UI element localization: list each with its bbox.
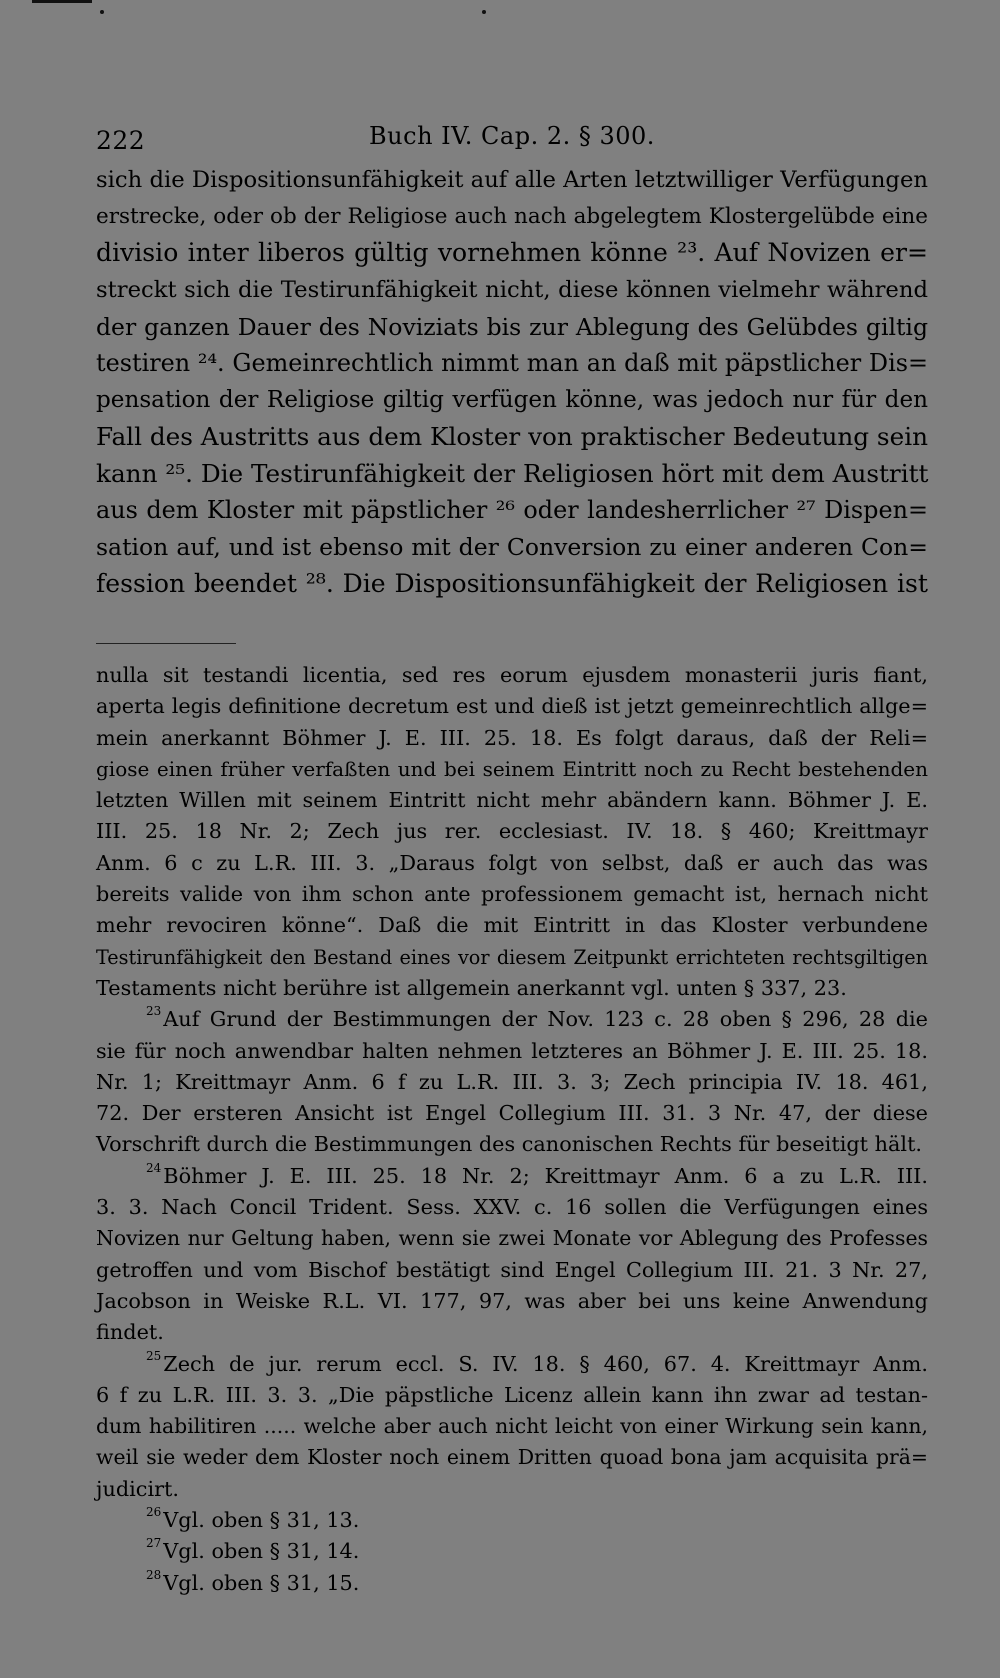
footnote-line: 72. Der ersteren Ansicht ist Engel Collegium III. 31. 3 Nr. 47, der diese [96, 1101, 928, 1126]
footnote-text: Vgl. oben § 31, 13. [163, 1508, 360, 1533]
footnote-line: Novizen nur Geltung haben, wenn sie zwei Monate vor Ablegung des Professes [96, 1226, 928, 1251]
scan-mark-dot [100, 10, 104, 14]
footnote-text: Auf Grund der Bestimmungen der Nov. 123 c. 28 oben § 296, 28 die [163, 1007, 928, 1032]
footnote-line: judicirt. [96, 1476, 180, 1501]
text-line: streckt sich die Testirunfähigkeit nicht, diese können vielmehr während [96, 277, 928, 304]
footnote-25 [96, 1349, 928, 1380]
running-title: Buch IV. Cap. 2. § 300. [369, 122, 655, 150]
page-header [96, 118, 928, 158]
footnote-line: dum habilitiren ..... welche aber auch nicht leicht von einer Wirkung sein kann, [96, 1414, 928, 1439]
footnote-line: Vorschrift durch die Bestimmungen des canonischen Rechts für beseitigt hält. [96, 1132, 923, 1157]
text-line: Fall des Austritts aus dem Kloster von praktischer Bedeutung sein [96, 421, 928, 451]
footnote-line: 3. 3. Nach Concil Trident. Sess. XXV. c. 16 sollen die Verfügungen eines [96, 1195, 928, 1220]
footnote-line: Testaments nicht berühre ist allgemein anerkannt vgl. unten § 337, 23. [96, 975, 847, 1000]
text-line: testiren ²⁴. Gemeinrechtlich nimmt man an daß mit päpstlicher Dis= [96, 349, 928, 378]
text-line: sich die Dispositionsunfähigkeit auf alle Arten letztwilliger Verfügungen [96, 167, 928, 193]
footnote-text: Vgl. oben § 31, 14. [163, 1539, 360, 1564]
footnote-number: 23 [146, 1004, 162, 1019]
text-line: pensation der Religiose giltig verfügen könne, was jedoch nur für den [96, 387, 928, 414]
footnote-line: weil sie weder dem Kloster noch einem Dritten quoad bona jam acquisita prä= [96, 1445, 928, 1470]
text-line: aus dem Kloster mit päpstlicher ²⁶ oder landesherrlicher ²⁷ Dispen= [96, 496, 928, 525]
footnote-23 [96, 1004, 928, 1035]
footnote-line: mehr revociren könne“. Daß die mit Eintritt in das Kloster verbundene [96, 913, 928, 938]
footnote-line: nulla sit testandi licentia, sed res eorum ejusdem monasterii juris fiant, [96, 663, 928, 687]
footnote-number: 28 [146, 1567, 162, 1582]
footnote-separator [96, 643, 236, 644]
footnote-line: mein anerkannt Böhmer J. E. III. 25. 18. Es folgt daraus, daß der Reli= [96, 725, 928, 750]
page-number: 222 [96, 126, 146, 155]
text-line: erstrecke, oder ob der Religiose auch nach abgelegtem Klostergelübde eine [96, 203, 928, 229]
footnote-line: 6 f zu L.R. III. 3. 3. „Die päpstliche Licenz allein kann ihn zwar ad testan- [96, 1382, 928, 1407]
footnote-line: Jacobson in Weiske R.L. VI. 177, 97, was aber bei uns keine Anwendung [96, 1288, 928, 1313]
footnote-text: Zech de jur. rerum eccl. S. IV. 18. § 460, 67. 4. Kreittmayr Anm. [163, 1351, 928, 1376]
footnote-line: III. 25. 18 Nr. 2; Zech jus rer. ecclesiast. IV. 18. § 460; Kreittmayr [96, 819, 928, 844]
footnote-24 [96, 1161, 928, 1192]
scan-mark-line [32, 0, 92, 3]
footnote-line: giose einen früher verfaßten und bei seinem Eintritt noch zu Recht bestehenden [96, 756, 928, 781]
footnote-line: bereits valide von ihm schon ante professionem gemacht ist, hernach nicht [96, 882, 928, 907]
footnote-28 [96, 1568, 928, 1599]
footnote-text: Vgl. oben § 31, 15. [163, 1570, 360, 1595]
text-line: sation auf, und ist ebenso mit der Conversion zu einer anderen Con= [96, 532, 928, 561]
footnote-text: Böhmer J. E. III. 25. 18 Nr. 2; Kreittmayr Anm. 6 a zu L.R. III. [163, 1163, 928, 1188]
footnote-number: 27 [146, 1536, 162, 1551]
footnote-27 [96, 1536, 928, 1567]
footnote-number: 25 [146, 1348, 162, 1363]
footnote-line: letzten Willen mit seinem Eintritt nicht mehr abändern kann. Böhmer J. E. [96, 788, 928, 813]
footnote-number: 26 [146, 1505, 162, 1520]
text-line: fession beendet ²⁸. Die Dispositionsunfähigkeit der Religiosen ist [96, 568, 928, 598]
footnote-line: sie für noch anwendbar halten nehmen letzteres an Böhmer J. E. III. 25. 18. [96, 1038, 928, 1063]
footnotes [96, 660, 928, 1599]
footnote-line: getroffen und vom Bischof bestätigt sind Engel Collegium III. 21. 3 Nr. 27, [96, 1257, 928, 1282]
footnote-26 [96, 1505, 928, 1536]
footnote-line: aperta legis definitione decretum est und dieß ist jetzt gemeinrechtlich allge= [96, 694, 928, 719]
footnote-number: 24 [146, 1160, 162, 1175]
footnote-line: Nr. 1; Kreittmayr Anm. 6 f zu L.R. III. 3. 3; Zech principia IV. 18. 461, [96, 1069, 928, 1094]
footnote-line: Testirunfähigkeit den Bestand eines vor diesem Zeitpunkt errichteten rechtsgiltigen [96, 945, 928, 969]
footnote-line: Anm. 6 c zu L.R. III. 3. „Daraus folgt von selbst, daß er auch das was [96, 850, 928, 875]
main-text [96, 162, 928, 602]
scan-mark-dot [482, 10, 486, 14]
text-line: kann ²⁵. Die Testirunfähigkeit der Religiosen hört mit dem Austritt [96, 458, 929, 488]
text-line: divisio inter liberos gültig vornehmen könne ²³. Auf Novizen er= [96, 238, 928, 268]
text-line: der ganzen Dauer des Noviziats bis zur Ablegung des Gelübdes giltig [96, 312, 928, 341]
footnote-line: findet. [96, 1320, 164, 1345]
